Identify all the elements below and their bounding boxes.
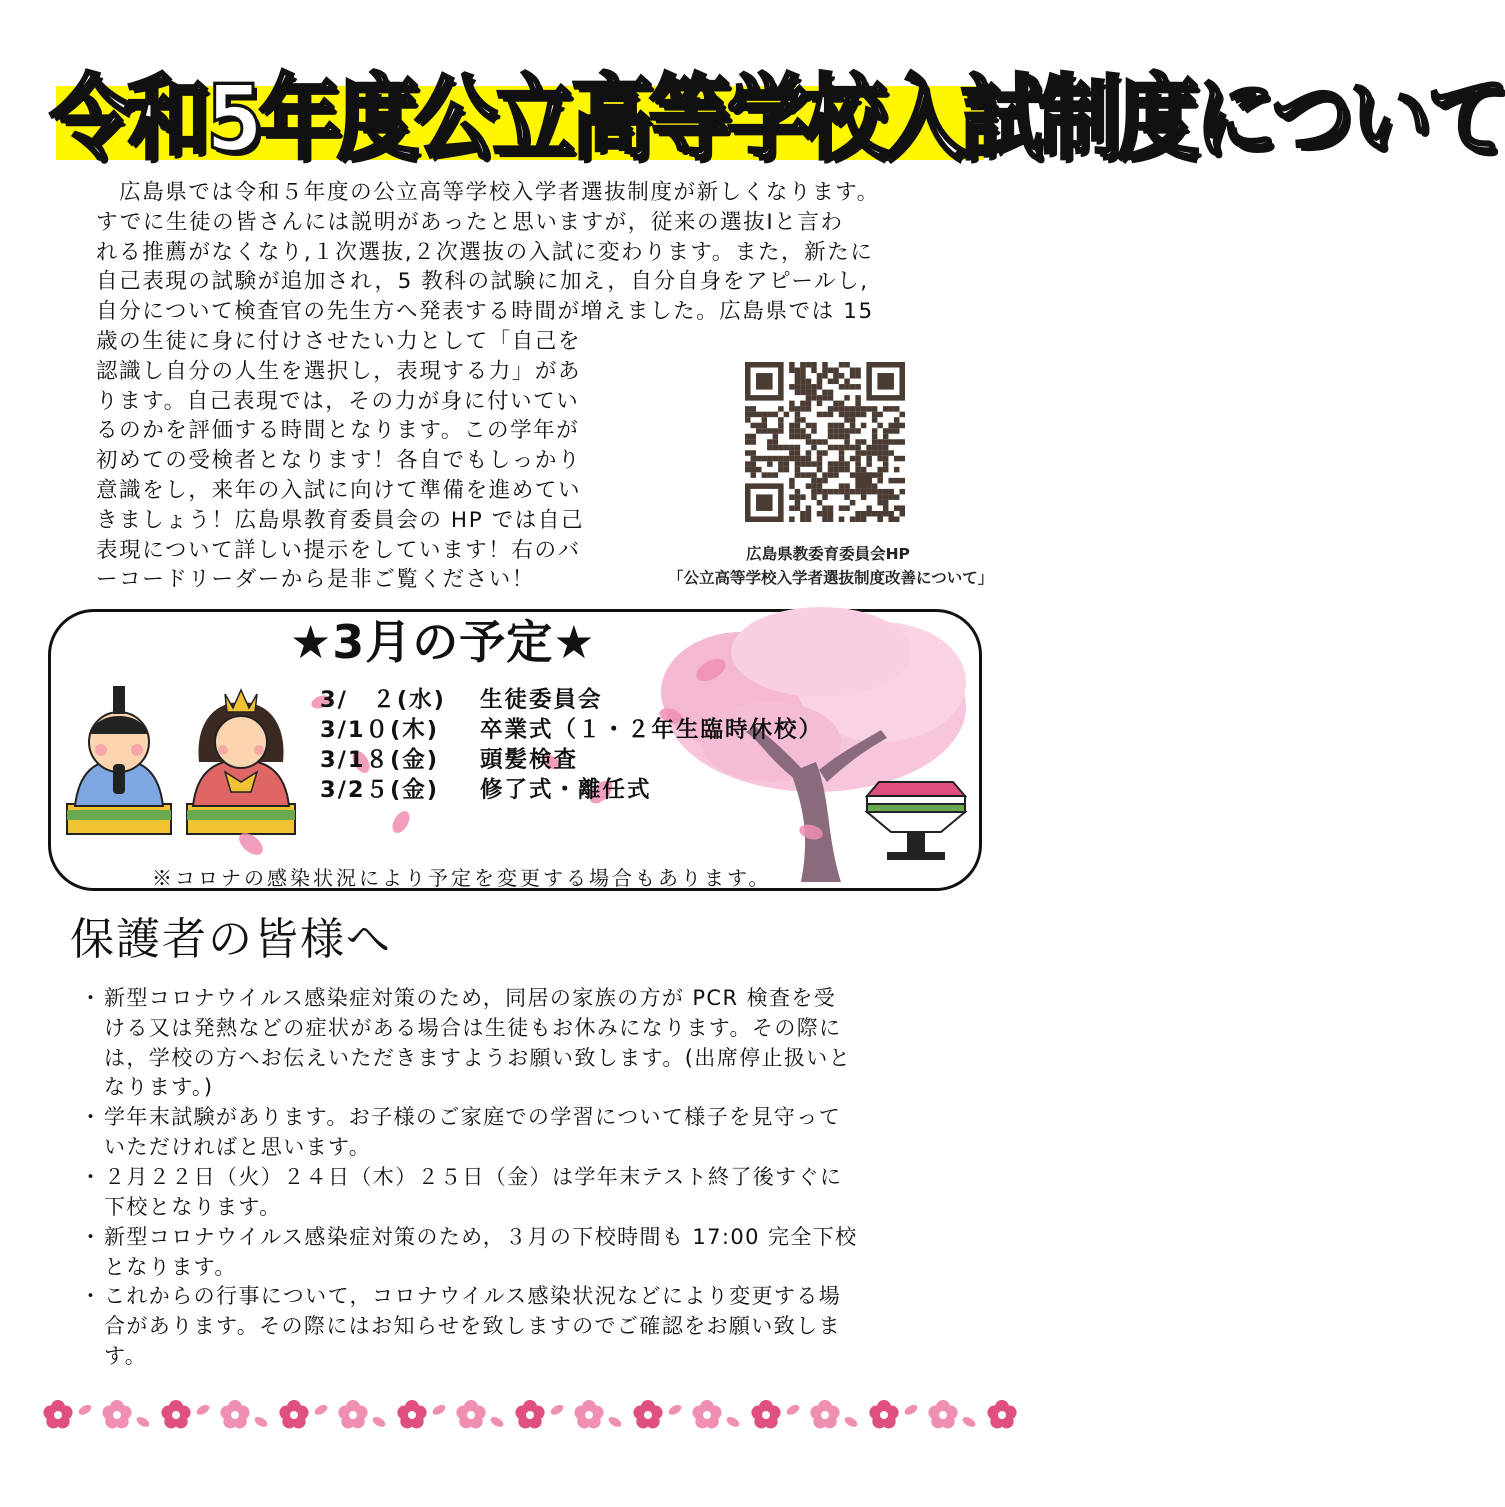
petal-icon	[135, 1415, 151, 1429]
intro-paragraph-narrow	[96, 327, 656, 595]
schedule-title: ★3月の予定★	[290, 615, 596, 669]
schedule-row	[320, 685, 603, 715]
intro-line: 自己表現の試験が追加され，5 教科の試験に加え，自分自身をアピールし,	[96, 269, 869, 295]
sakura-flower-icon	[43, 1400, 72, 1428]
sakura-flower-icon	[397, 1400, 426, 1428]
sakura-flower-icon	[279, 1400, 308, 1428]
qr-code-icon[interactable]	[745, 362, 905, 522]
petal-icon	[489, 1415, 505, 1429]
petal-icon	[371, 1415, 387, 1429]
notice-line: 下校となります。	[104, 1194, 282, 1219]
notice-line: す。	[104, 1343, 148, 1368]
sakura-flower-icon	[456, 1400, 485, 1428]
sakura-flower-icon	[102, 1400, 131, 1428]
sakura-flower-icon	[751, 1400, 780, 1428]
petal-icon	[785, 1403, 801, 1417]
intro-line: 自分について検査官の先生方へ発表する時間が増えました。広島県では 15	[96, 299, 874, 325]
intro-line: 広島県では令和５年度の公立高等学校入学者選抜制度が新しくなります。	[96, 180, 880, 205]
schedule-date: 3/1０(木)	[320, 717, 440, 743]
notice-line: 新型コロナウイルス感染症対策のため，同居の家族の方が PCR 検査を受	[104, 986, 837, 1010]
notice-line: いただければと思います。	[104, 1134, 372, 1159]
notice-line: となります。	[104, 1254, 237, 1279]
petal-icon	[903, 1403, 919, 1417]
parent-notice-item	[80, 1282, 970, 1372]
sakura-flower-icon	[928, 1400, 957, 1428]
schedule-date: 3/1８(金)	[320, 747, 440, 773]
intro-line: 認識し自分の人生を選択し，表現する力」があ	[96, 358, 582, 384]
bullet-mark: ・	[80, 986, 103, 1010]
petal-icon	[77, 1403, 93, 1417]
petal-icon	[961, 1415, 977, 1429]
schedule-row	[320, 745, 578, 775]
intro-line: 歳の生徒に身に付けさせたい力として「自己を	[96, 329, 582, 354]
intro-line: 表現について詳しい提示をしています！右のバ	[96, 537, 581, 563]
schedule-event: 卒業式（１・２年生臨時休校）	[480, 717, 824, 743]
sakura-flower-icon	[810, 1400, 839, 1428]
qr-caption	[668, 542, 994, 590]
parents-heading: 保護者の皆様へ	[70, 914, 392, 965]
schedule-note: ※コロナの感染状況により予定を変更する場合もあります。	[152, 866, 772, 890]
notice-line: ２月２２日（火）２４日（木）２５日（金）は学年末テスト終了後すぐに	[104, 1165, 843, 1189]
notice-line: ける又は発熱などの症状がある場合は生徒もお休みになります。その際に	[104, 1015, 842, 1040]
notice-line: 学年末試験があります。お子様のご家庭での学習について様子を見守って	[104, 1105, 842, 1129]
sakura-border	[30, 1390, 1043, 1440]
qr-caption-line1: 広島県教委育委員会HP	[746, 545, 910, 563]
schedule-row	[320, 775, 652, 805]
petal-icon	[725, 1415, 741, 1429]
intro-line: るのかを評価する時間となります。この学年が	[96, 418, 580, 444]
sakura-flower-icon	[692, 1400, 721, 1428]
petal-icon	[667, 1403, 683, 1417]
intro-paragraph-wide	[96, 178, 976, 327]
qr-caption-line2: 「公立高等学校入学者選抜制度改善について」	[668, 569, 994, 587]
schedule-event: 頭髪検査	[480, 747, 579, 773]
schedule-event: 生徒委員会	[480, 687, 603, 713]
notice-line: は，学校の方へお伝えいただきますようお願い致します。(出席停止扱いと	[104, 1045, 852, 1070]
schedule-date: 3/ ２(水)	[320, 687, 446, 713]
petal-icon	[253, 1415, 269, 1429]
intro-line: ります。自己表現では，その力が身に付いてい	[96, 388, 580, 414]
petal-icon	[843, 1415, 859, 1429]
intro-line: 初めての受検者となります！各自でもしっかり	[96, 448, 582, 474]
bullet-mark: ・	[80, 1225, 103, 1249]
parent-notice-item	[80, 1223, 970, 1283]
petal-icon	[607, 1415, 623, 1429]
parent-notice-item	[80, 984, 970, 1104]
intro-line: れる推薦がなくなり,１次選抜,２次選抜の入試に変わります。また，新たに	[96, 239, 874, 265]
sakura-flower-icon	[987, 1400, 1016, 1428]
sakura-flower-icon	[515, 1400, 544, 1428]
page-title: 令和5年度公立高等学校入試制度について	[50, 66, 1505, 173]
schedule-date: 3/2５(金)	[320, 777, 440, 803]
petal-icon	[431, 1403, 447, 1417]
notice-line: 新型コロナウイルス感染症対策のため，３月の下校時間も 17:00 完全下校	[104, 1225, 858, 1249]
sakura-flower-icon	[574, 1400, 603, 1428]
intro-line: ーコードリーダーから是非ご覧ください！	[96, 567, 535, 593]
intro-line: すでに生徒の皆さんには説明があったと思いますが，従来の選抜Ⅰと言わ	[96, 209, 844, 235]
bullet-mark: ・	[80, 1284, 103, 1308]
schedule-row	[320, 715, 823, 745]
sakura-flower-icon	[633, 1400, 662, 1428]
notice-line: これからの行事について，コロナウイルス感染状況などにより変更する場	[104, 1284, 842, 1308]
intro-line: 意識をし，来年の入試に向けて準備を進めてい	[96, 477, 582, 503]
bullet-mark: ・	[80, 1105, 103, 1129]
schedule-event: 修了式・離任式	[480, 777, 652, 803]
sakura-flower-icon	[869, 1400, 898, 1428]
notice-line: なります。)	[104, 1075, 214, 1100]
parent-notice-item	[80, 1163, 970, 1223]
sakura-flower-icon	[161, 1400, 190, 1428]
sakura-flower-icon	[220, 1400, 249, 1428]
petal-icon	[313, 1403, 329, 1417]
notice-line: 合があります。その際にはお知らせを致しますのでご確認をお願い致しま	[104, 1313, 841, 1338]
bullet-mark: ・	[80, 1165, 103, 1189]
petal-icon	[549, 1403, 565, 1417]
intro-line: きましょう！広島県教育委員会の HP では自己	[96, 507, 585, 533]
parent-notice-item	[80, 1103, 970, 1163]
sakura-flower-icon	[338, 1400, 367, 1428]
petal-icon	[195, 1403, 211, 1417]
